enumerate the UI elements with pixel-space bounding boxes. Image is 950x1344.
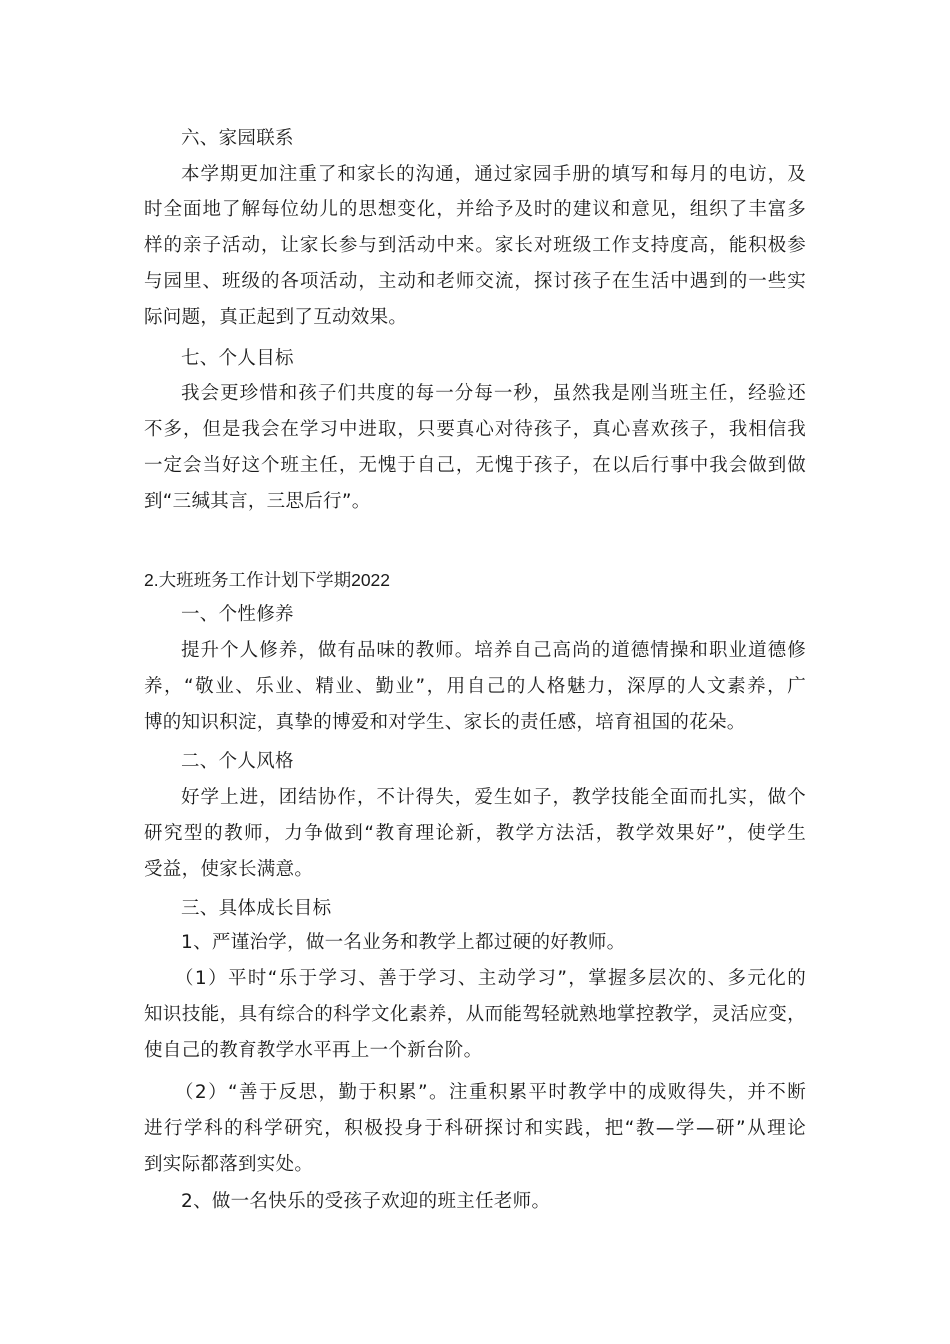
list-item: 2、做一名快乐的受孩子欢迎的班主任老师。 <box>181 1191 551 1212</box>
paragraph-line: 进行学科的科学研究，积极投身于科研探讨和实践，把“教—学—研”从理论 <box>144 1118 806 1139</box>
paragraph-line: 受益，使家长满意。 <box>144 859 314 880</box>
section-heading: 一、个性修养 <box>181 604 294 625</box>
paragraph-line: 与园里、班级的各项活动，主动和老师交流，探讨孩子在生活中遇到的一些实 <box>144 271 806 292</box>
paragraph-line: 到实际都落到实处。 <box>144 1154 314 1175</box>
section-heading: 三、具体成长目标 <box>181 898 332 919</box>
paragraph-line: 知识技能，具有综合的科学文化素养，从而能驾轻就熟地掌控教学，灵活应变， <box>144 1004 806 1025</box>
document-title: 2.大班班务工作计划下学期2022 <box>144 570 391 590</box>
paragraph-line: 不多，但是我会在学习中进取，只要真心对待孩子，真心喜欢孩子，我相信我 <box>144 419 806 440</box>
paragraph-line: 研究型的教师，力争做到“教育理论新，教学方法活，教学效果好”，使学生 <box>144 823 806 844</box>
paragraph-line: 提升个人修养，做有品味的教师。培养自己高尚的道德情操和职业道德修 <box>181 640 806 661</box>
paragraph-line: （1）平时“乐于学习、善于学习、主动学习”，掌握多层次的、多元化的 <box>175 968 806 989</box>
paragraph-line: 博的知识积淀，真挚的博爱和对学生、家长的责任感，培育祖国的花朵。 <box>144 712 746 733</box>
list-item: 1、严谨治学，做一名业务和教学上都过硬的好教师。 <box>181 932 626 953</box>
paragraph-line: 养，“敬业、乐业、精业、勤业”，用自己的人格魅力，深厚的人文素养，广 <box>144 676 806 697</box>
paragraph-line: 使自己的教育教学水平再上一个新台阶。 <box>144 1040 483 1061</box>
paragraph-line: 我会更珍惜和孩子们共度的每一分每一秒，虽然我是刚当班主任，经验还 <box>181 383 806 404</box>
section-heading: 二、个人风格 <box>181 751 294 772</box>
paragraph-line: 本学期更加注重了和家长的沟通，通过家园手册的填写和每月的电访，及 <box>181 164 806 185</box>
section-heading: 六、家园联系 <box>181 128 294 149</box>
paragraph-line: 样的亲子活动，让家长参与到活动中来。家长对班级工作支持度高，能积极参 <box>144 235 806 256</box>
paragraph-line: 时全面地了解每位幼儿的思想变化，并给予及时的建议和意见，组织了丰富多 <box>144 199 806 220</box>
paragraph-line: 好学上进，团结协作，不计得失，爱生如子，教学技能全面而扎实，做个 <box>181 787 806 808</box>
paragraph-line: 到“三缄其言，三思后行”。 <box>144 491 371 512</box>
paragraph-line: 际问题，真正起到了互动效果。 <box>144 307 408 328</box>
paragraph-line: （2）“善于反思，勤于积累”。注重积累平时教学中的成败得失，并不断 <box>175 1082 806 1103</box>
paragraph-line: 一定会当好这个班主任，无愧于自己，无愧于孩子，在以后行事中我会做到做 <box>144 455 806 476</box>
section-heading: 七、个人目标 <box>181 348 294 369</box>
